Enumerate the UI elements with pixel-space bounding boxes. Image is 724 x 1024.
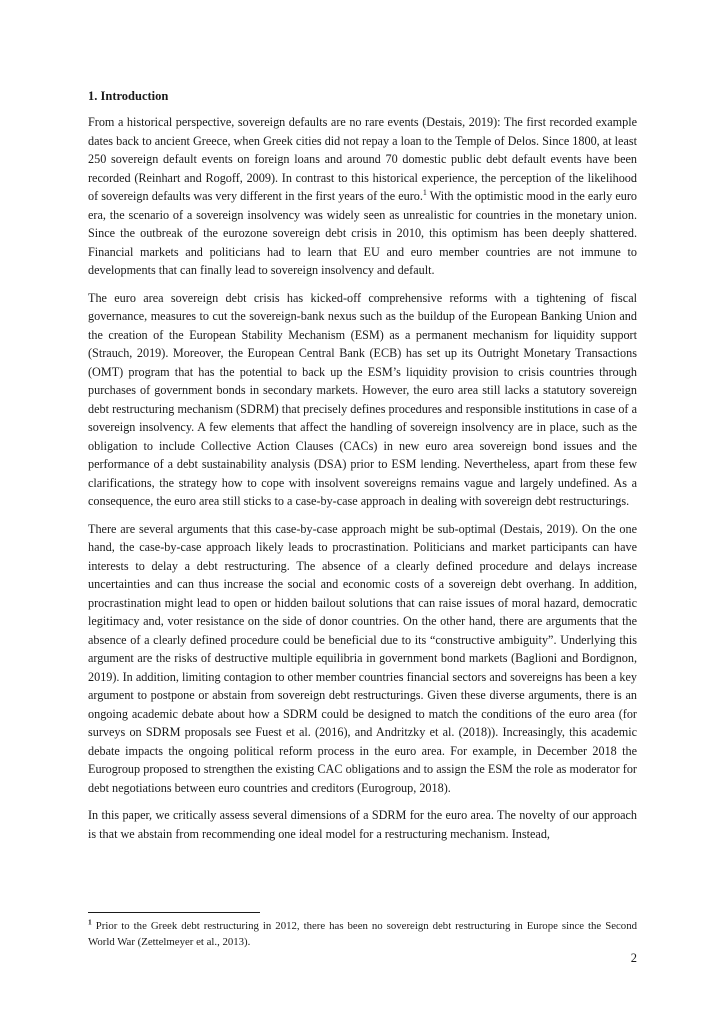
paragraph-1 (88, 113, 637, 280)
footnote (88, 918, 637, 950)
footnote-divider (88, 912, 260, 913)
footnote-reference[interactable]: 1 (422, 187, 427, 197)
paragraph-3: There are several arguments that this case-by-case approach might be sub-optimal (Destais, 2019). On the one hand, the case-by-case approach likely leads to procrastination. Politicians and market participants can have interests to delay a debt restructuring. The absence of a clearly defined procedure and delays increase uncertainties and can thus increase the social and economic costs of a sovereign debt overhang. In addition, procrastination might lead to open or hidden bailout solutions that can raise issues of moral hazard, democratic legitimacy and, voter resistance on the side of donor countries. On the other hand, there are arguments that the absence of a clearly defined procedure could be beneficial due to its “constructive ambiguity”. Underlying this argument are the risks of destructive multiple equilibria in government bond markets (Baglioni and Bordignon, 2019). In addition, limiting contagion to other member countries financial sectors and sovereigns has been a key argument to postpone or abstain from sovereign debt restructurings. Given these diverse arguments, there is an ongoing academic debate about how a SDRM could be designed to match the conditions of the euro area (for surveys on SDRM proposals see Fuest et al. (2016), and Andritzky et al. (2018)). Increasingly, this academic debate impacts the ongoing political reform process in the euro area. For example, in December 2018 the Eurogroup proposed to strengthen the existing CAC obligations and to assign the ESM the role as moderator for debt negotiations between euro countries and creditors (Eurogroup, 2018). (88, 521, 637, 795)
paragraph-4: In this paper, we critically assess several dimensions of a SDRM for the euro area. The novelty of our approach is that we abstain from recommending one ideal model for a restructuring mechanism. Instead, (88, 808, 637, 841)
paragraph-2: The euro area sovereign debt crisis has kicked-off comprehensive reforms with a tightening of fiscal governance, measures to cut the sovereign-bank nexus such as the buildup of the European Banking Union and the creation of the European Stability Mechanism (ESM) as a permanent mechanism for liquidity support (Strauch, 2019). Moreover, the European Central Bank (ECB) has set up its Outright Monetary Transactions (OMT) program that has the potential to back up the ESM’s liquidity provision to crisis countries through purchases of government bonds in secondary markets. However, the euro area still lacks a statutory sovereign debt restructuring mechanism (SDRM) that precisely defines procedures and responsible institutions in case of a sovereign insolvency. A few elements that affect the handling of sovereign insolvency are in place, such as the obligation to include Collective Action Clauses (CACs) in new euro area sovereign bond issues and the performance of a debt sustainability analysis (DSA) prior to ESM lending. Nevertheless, apart from these few clarifications, the strategy how to cope with insolvent sovereigns remains vague and largely undefined. As a consequence, the euro area still sticks to a case-by-case approach in dealing with sovereign debt restructurings. (88, 290, 637, 508)
section-heading: 1. Introduction (88, 89, 169, 103)
main-content (88, 88, 637, 852)
page-number: 2 (630, 951, 637, 965)
footnote-marker: 1 (88, 917, 92, 927)
paragraph-1-text: From a historical perspective, sovereign defaults are no rare events (Destais, 2019): The first recorded example dates back to ancient Greece, when Greek cities did not repay a loan to the Temple of Delos. Since 1800, at least 250 sovereign default events on foreign loans and around 70 domestic public debt default events have been recorded (Reinhart and Rogoff, 2009). In contrast to this historical experience, the perception of the likelihood of sovereign defaults was very different in the first years of the euro. (88, 115, 637, 203)
footnote-text: Prior to the Greek debt restructuring in 2012, there has been no sovereign debt restructuring in Europe since the Second World War (Zettelmeyer et al., 2013). (88, 920, 637, 948)
paragraph-1-text-continued: With the optimistic mood in the early euro era, the scenario of a sovereign insolvency was widely seen as unrealistic for countries in the monetary union. Since the outbreak of the eurozone sovereign debt crisis in 2010, this optimism has been deeply shattered. Financial markets and politicians had to learn that EU and euro member countries are not immune to developments that can finally lead to sovereign insolvency and default. (88, 189, 637, 277)
